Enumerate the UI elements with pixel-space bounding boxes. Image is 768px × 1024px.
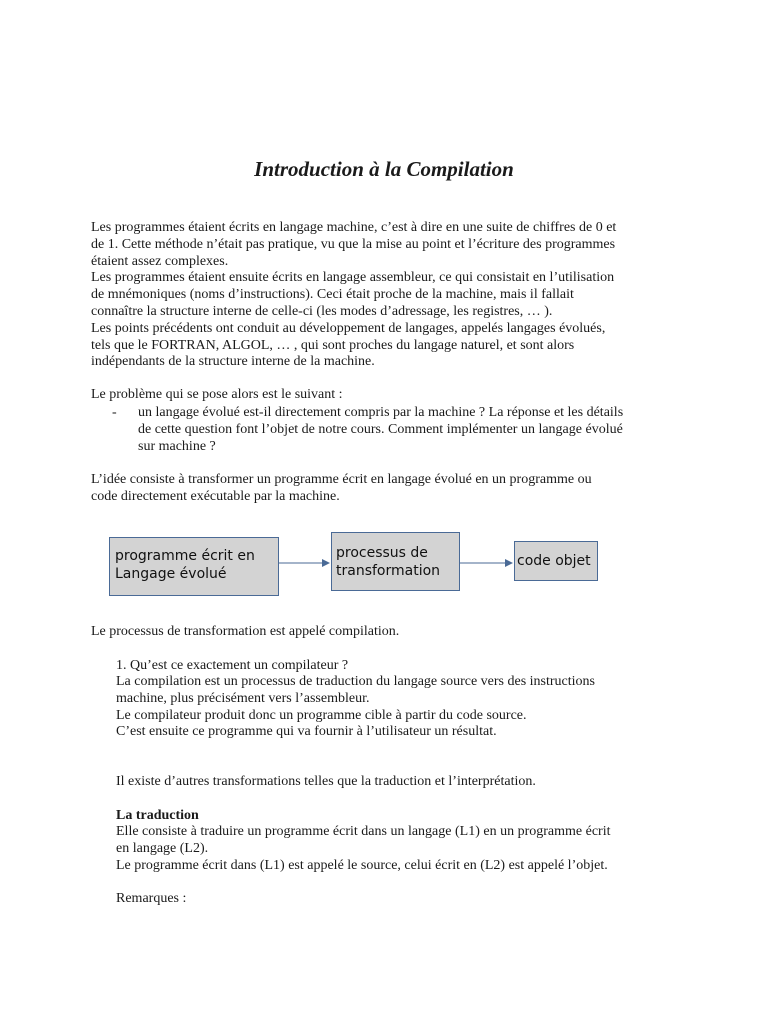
- process-paragraph: Le processus de transformation est appelé compilation.: [91, 624, 400, 639]
- numbered-question: 1. Qu’est ce exactement un compilateur ?: [116, 658, 349, 673]
- page-title: Introduction à la Compilation: [254, 157, 514, 181]
- diagram-box-source-program: programme écrit en Langage évolué: [109, 537, 279, 596]
- remarks-label: Remarques :: [116, 891, 187, 906]
- answer-paragraph: La compilation est un processus de traduction du langage source vers des instructions machine, plus précisément vers l’assembleur. Le compilateur produit donc un programme cible à partir du code source. C’est ensuite ce programme qui va fournir à l’utilisateur un résultat.: [116, 674, 595, 740]
- section-heading-translation: La traduction: [116, 808, 199, 823]
- diagram-box-transformation-process: processus de transformation: [331, 532, 460, 591]
- bullet-marker: -: [112, 405, 117, 420]
- bullet-text: un langage évolué est-il directement compris par la machine ? La réponse et les détails de cette question font l’objet de notre cours. Comment implémenter un langage évolué sur machine ?: [138, 405, 624, 454]
- idea-paragraph: L’idée consiste à transformer un programme écrit en langage évolué en un programme ou code directement exécutable par la machine.: [91, 472, 592, 504]
- problem-paragraph: Le problème qui se pose alors est le suivant :: [91, 387, 343, 402]
- arrow-2: [460, 559, 513, 567]
- translation-paragraph: Elle consiste à traduire un programme écrit dans un langage (L1) en un programme écrit en langage (L2). Le programme écrit dans (L1) est appelé le source, celui écrit en (L2) est appelé l’objet.: [116, 824, 611, 873]
- other-transformations-paragraph: Il existe d’autres transformations telles que la traduction et l’interprétation.: [116, 774, 536, 789]
- intro-paragraph: Les programmes étaient écrits en langage machine, c’est à dire en une suite de chiffres de 0 et de 1. Cette méthode n’était pas pratique, vu que la mise au point et l’écriture des programmes étaient assez complexes. Les programmes étaient ensuite écrits en langage assembleur, ce qui consistait en l’utilisation de mnémoniques (noms d’instructions). Ceci était proche de la machine, mais il fallait connaître la structure interne de celle-ci (les modes d’adressage, les registres, … ). Les points précédents ont conduit au développement de langages, appelés langages évolués, tels que le FORTRAN, ALGOL, … , qui sont proches du langage naturel, et sont alors indépendants de la structure interne de la machine.: [91, 220, 617, 370]
- arrow-1: [279, 559, 330, 567]
- diagram-box-object-code: code objet: [514, 541, 598, 581]
